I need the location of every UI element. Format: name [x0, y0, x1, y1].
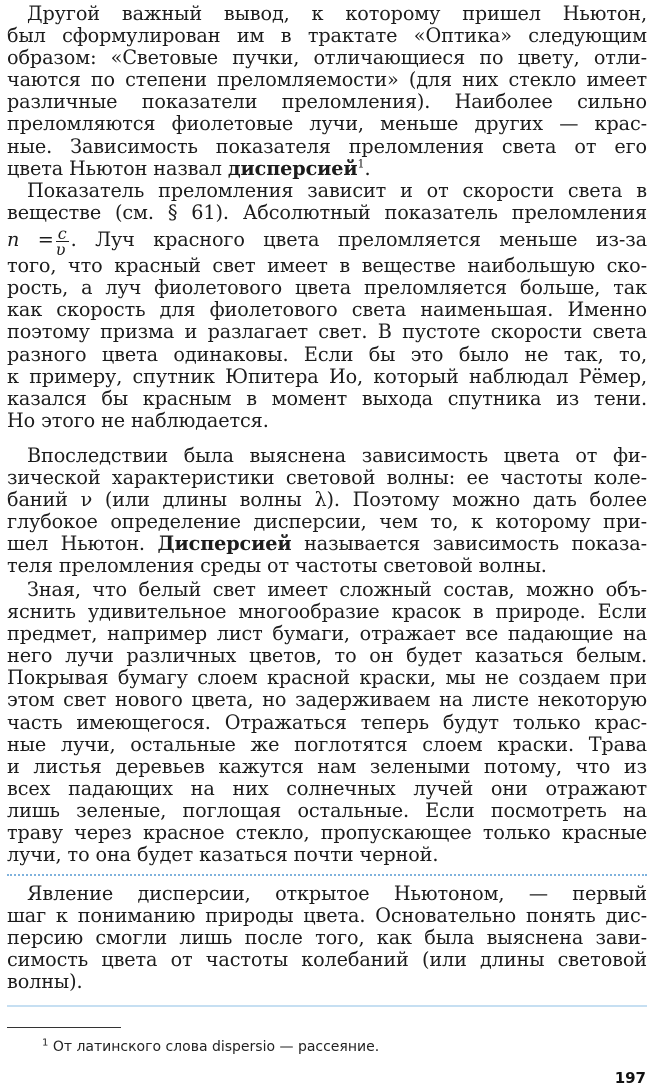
text-line: рость, а луч фиолетового цвета преломляется больше, так: [7, 276, 647, 300]
text-line: ные. Зависимость показателя преломления света от его: [7, 134, 647, 158]
text-line: баний ν (или длины волны λ). Поэтому можно дать более: [7, 488, 647, 512]
paragraph-newton-optics: [7, 3, 647, 180]
text-line: казался бы красным в момент выхода спутника из тени.: [7, 386, 647, 410]
paragraph-dispersion-definition: [7, 445, 647, 578]
formula-lhs: n =: [7, 228, 54, 252]
footnote-ref: 1: [357, 157, 365, 171]
text-line: Другой важный вывод, к которому пришел Ньютон,: [27, 2, 647, 25]
formula-line: [7, 223, 648, 259]
text-line: к примеру, спутник Юпитера Ио, который наблюдал Рёмер,: [7, 364, 647, 388]
footnote-separator: [7, 1027, 121, 1028]
paragraph-refraction-index: [7, 180, 647, 432]
paragraph-colors-of-objects: [7, 579, 647, 866]
footnote-text: От латинского слова dispersio — рассеяние.: [52, 1039, 380, 1055]
term-dispersion-bold: Дисперсией: [157, 532, 292, 556]
text-line: шаг к пониманию природы цвета. Основательно понять дис-: [7, 904, 647, 928]
text-line: всех падающих на них солнечных лучей они отражают: [7, 776, 647, 800]
text-line: того, что красный свет имеет в веществе наибольшую ско-: [7, 254, 647, 278]
text-fragment: .: [364, 156, 371, 180]
text-line: лучи, то она будет казаться почти черной.: [7, 843, 439, 867]
text-line: разного цвета одинаковы. Если бы это было не так, то,: [7, 342, 647, 366]
text-line: траву через красное стекло, пропускающее только красные: [7, 821, 647, 845]
text-line: Показатель преломления зависит и от скорости света в: [27, 179, 647, 202]
text-line: зической характеристики световой волны: ее частоты коле-: [7, 466, 647, 490]
formula-numerator: c: [57, 223, 67, 243]
text-line: образом: «Световые пучки, отличающиеся по цвету, отли-: [7, 46, 647, 70]
text-line: как скорость для фиолетового света наименьшая. Именно: [7, 298, 647, 322]
summary-box: [7, 883, 647, 993]
text-line: и листья деревьев кажутся нам зелеными потому, что из: [7, 754, 647, 778]
text-line: теля преломления среды от частоты световой волны.: [7, 554, 547, 578]
text-fragment: . Луч красного цвета преломляется меньше из-за: [70, 228, 648, 252]
text-line: был сформулирован им в трактате «Оптика» следующим: [7, 24, 647, 48]
formula-denominator: υ: [55, 239, 66, 259]
text-line: веществе (см. § 61). Абсолютный показатель преломления: [7, 201, 647, 225]
text-line: волны).: [7, 970, 83, 994]
text-line: яснить удивительное многообразие красок в природе. Если: [7, 600, 647, 624]
text-line: часть имеющегося. Отражаться теперь будут только крас-: [7, 710, 647, 734]
text-line: Зная, что белый свет имеет сложный состав, можно объ-: [27, 578, 647, 601]
text-line: Но этого не наблюдается.: [7, 408, 269, 432]
footnote: [42, 1039, 379, 1055]
summary-bottom-rule: [7, 1005, 647, 1007]
text-line: поэтому призма и разлагает свет. В пустоте скорости света: [7, 320, 647, 344]
text-line: персию смогли лишь после того, как была выяснена зави-: [7, 926, 647, 950]
text-line: чаются по степени преломляемости» (для них стекло имеет: [7, 68, 647, 92]
text-line: [7, 533, 647, 555]
text-line: этом свет нового цвета, но задерживаем на листе некоторую: [7, 688, 647, 712]
text-line: глубокое определение дисперсии, чем то, к которому при-: [7, 510, 647, 534]
text-line: различные показатели преломления). Наиболее сильно: [7, 90, 647, 114]
text-line: лишь зеленые, поглощая остальные. Если посмотреть на: [7, 798, 647, 822]
formula-fraction: [55, 223, 69, 259]
page-number: 197: [614, 1069, 646, 1087]
summary-top-rule: [7, 874, 647, 876]
text-line: ные лучи, остальные же поглотятся слоем краски. Трава: [7, 732, 647, 756]
text-line: [7, 158, 647, 180]
text-fragment: шел Ньютон.: [7, 532, 158, 556]
text-line: Впоследствии была выяснена зависимость цвета от фи-: [27, 444, 647, 467]
text-line: предмет, например лист бумаги, отражает все падающие на: [7, 622, 647, 646]
term-dispersion: дисперсией: [227, 156, 358, 180]
text-fragment: называется зависимость показа-: [291, 532, 647, 556]
text-line: симость цвета от частоты колебаний (или длины световой: [7, 948, 647, 972]
footnote-marker: 1: [42, 1037, 49, 1049]
text-line: преломляются фиолетовые лучи, меньше других — крас-: [7, 112, 647, 136]
text-fragment: цвета Ньютон назвал: [7, 156, 228, 180]
text-line: Покрывая бумагу слоем красной краски, мы не создаем при: [7, 666, 647, 690]
text-line: Явление дисперсии, открытое Ньютоном, — первый: [27, 882, 647, 905]
text-line: него лучи различных цветов, то он будет казаться белым.: [7, 644, 647, 668]
